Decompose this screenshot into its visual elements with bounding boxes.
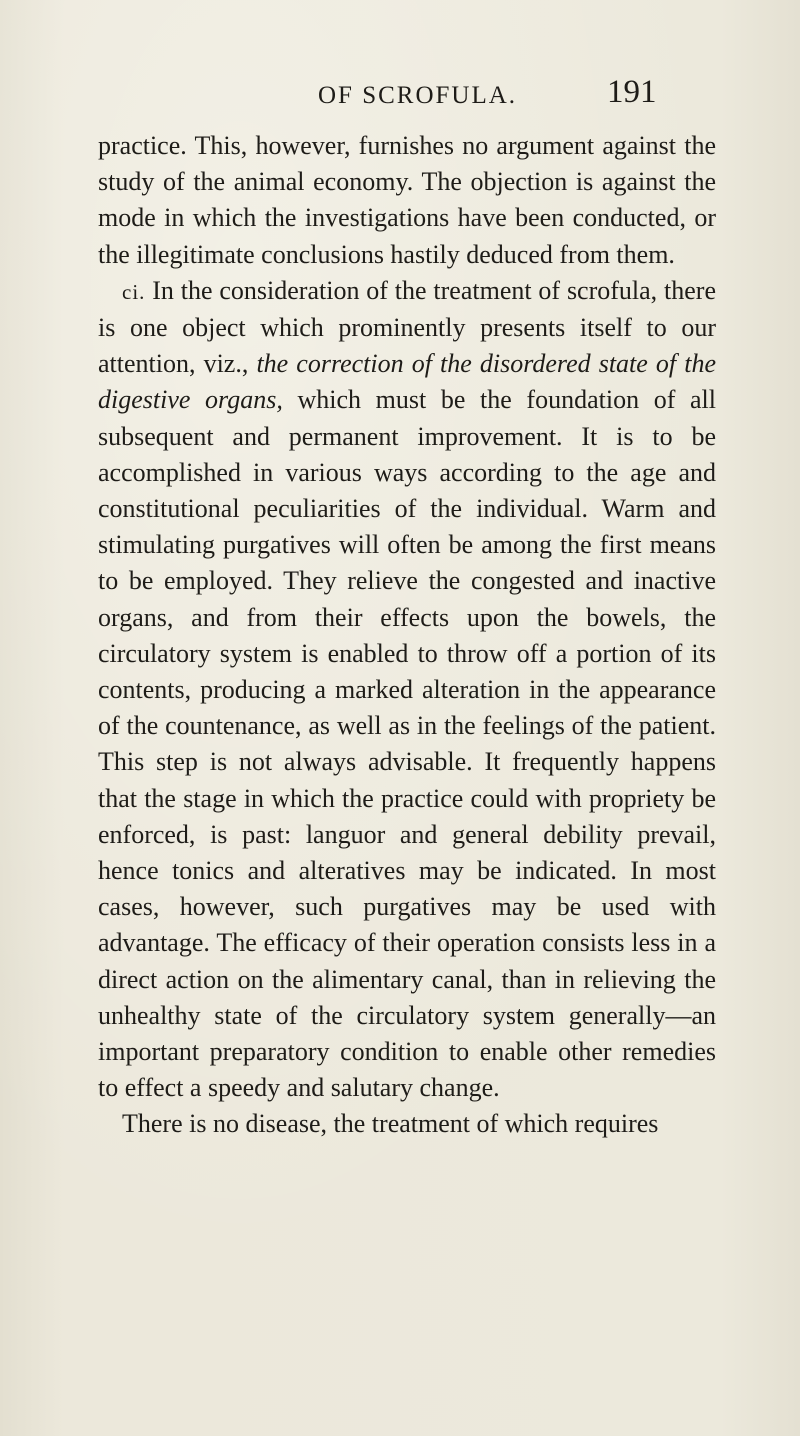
section-number: ci. bbox=[122, 279, 146, 304]
paragraph-text-before-italic: In the consideration of the treatment of scrofula, there is one object which prominently presents itself to our attention, viz., bbox=[98, 275, 716, 379]
paragraph-section-ci bbox=[98, 273, 716, 1107]
running-head: OF SCROFULA. bbox=[318, 82, 518, 109]
paragraph-text-after-italic: which must be the foundation of all subsequent and permanent improvement. It is to be accomplished in various ways according to the age and constitutional peculiarities of the individual. Warm and stimulating purgatives will often be among the first means to be employed. They relieve the congested and inactive organs, and from their effects upon the bowels, the circulatory system is enabled to throw off a portion of its contents, producing a marked alteration in the appearance of the countenance, as well as in the feelings of the patient. This step is not always advisable. It frequently happens that the stage in which the practice could with propriety be enforced, is past: languor and general debility prevail, hence tonics and alteratives may be indicated. In most cases, however, such purgatives may be used with advantage. The efficacy of their operation consists less in a direct action on the alimentary canal, than in relieving the unhealthy state of the circulatory system generally—an important preparatory condition to enable other remedies to effect a speedy and salutary change. bbox=[98, 385, 716, 1103]
page-number: 191 bbox=[607, 74, 657, 110]
italic-phrase: the correction of the disordered state of the digestive organs, bbox=[98, 349, 716, 415]
body-text bbox=[98, 128, 716, 1143]
paragraph-continuation: practice. This, however, furnishes no argument against the study of the animal economy. The objection is against the mode in which the investigations have been conducted, or the illegitimate conclusions hastily deduced from them. bbox=[98, 131, 716, 269]
paragraph-next: There is no disease, the treatment of which requires bbox=[122, 1109, 659, 1139]
page-header bbox=[0, 74, 800, 114]
